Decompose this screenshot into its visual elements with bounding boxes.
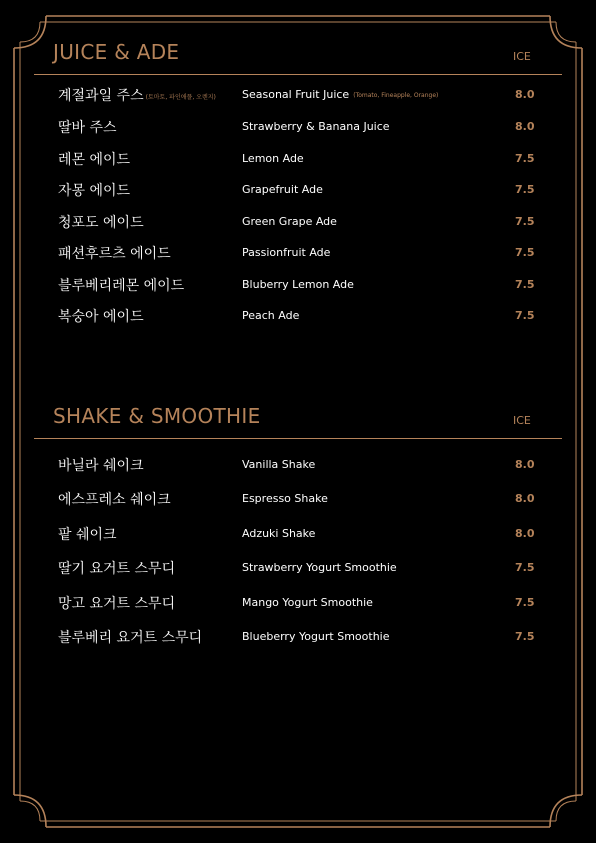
item-name-en: Blueberry Yogurt Smoothie	[242, 630, 390, 643]
menu-item	[0, 243, 596, 267]
item-price: 7.5	[515, 246, 535, 259]
item-name-kr: 블루베리레몬 에이드	[58, 278, 185, 294]
menu-item	[0, 558, 596, 582]
item-name-en: Adzuki Shake	[242, 527, 316, 540]
menu-item	[0, 85, 596, 109]
item-price: 7.5	[515, 596, 535, 609]
item-name-en: Mango Yogurt Smoothie	[242, 596, 373, 609]
section-title: SHAKE & SMOOTHIE	[53, 404, 261, 428]
item-name-en: Bluberry Lemon Ade	[242, 278, 354, 291]
item-note-en: (Tomato, Fineapple, Orange)	[353, 91, 439, 99]
item-name-kr: 복숭아 에이드	[58, 309, 144, 325]
item-price: 7.5	[515, 215, 535, 228]
item-price: 7.5	[515, 183, 535, 196]
item-name-en: Strawberry & Banana Juice	[242, 120, 390, 133]
column-label-ice: ICE	[513, 414, 531, 427]
menu-item	[0, 489, 596, 513]
item-name-en: Vanilla Shake	[242, 458, 316, 471]
item-name-kr: 팥 쉐이크	[58, 527, 117, 543]
item-price: 8.0	[515, 492, 535, 505]
item-name-kr: 블루베리 요거트 스무디	[58, 630, 203, 646]
item-name-kr: 패션후르츠 에이드	[58, 246, 171, 262]
item-name-en: Lemon Ade	[242, 152, 304, 165]
item-note-kr: (토마토, 파인애플, 오렌지)	[145, 93, 216, 101]
item-name-en: Passionfruit Ade	[242, 246, 331, 259]
item-price: 7.5	[515, 309, 535, 322]
menu-item	[0, 117, 596, 141]
item-price: 8.0	[515, 527, 535, 540]
item-price: 7.5	[515, 278, 535, 291]
item-name-kr: 딸기 요거트 스무디	[58, 561, 176, 577]
menu-item	[0, 455, 596, 479]
item-price: 8.0	[515, 120, 535, 133]
menu-item	[0, 627, 596, 651]
item-name-kr: 망고 요거트 스무디	[58, 596, 176, 612]
section-divider	[34, 438, 562, 439]
menu-item	[0, 149, 596, 173]
column-label-ice: ICE	[513, 50, 531, 63]
item-name-kr: 바닐라 쉐이크	[58, 458, 144, 474]
item-price: 8.0	[515, 88, 535, 101]
item-name-en: Grapefruit Ade	[242, 183, 323, 196]
menu-item	[0, 306, 596, 330]
item-name-kr: 레몬 에이드	[58, 152, 131, 168]
item-name-en: Strawberry Yogurt Smoothie	[242, 561, 397, 574]
item-name-kr: 에스프레소 쉐이크	[58, 492, 171, 508]
section-divider	[34, 74, 562, 75]
menu-item	[0, 524, 596, 548]
menu-item	[0, 593, 596, 617]
item-name-en: Seasonal Fruit Juice (Tomato, Fineapple, Orange)	[242, 88, 439, 101]
section-title: JUICE & ADE	[53, 40, 180, 64]
menu-item	[0, 180, 596, 204]
item-name-kr: 딸바 주스	[58, 120, 117, 136]
item-name-kr: 청포도 에이드	[58, 215, 144, 231]
item-name-kr: 계절과일 주스 (토마토, 파인애플, 오렌지)	[58, 88, 216, 104]
item-name-en: Peach Ade	[242, 309, 300, 322]
menu-item	[0, 212, 596, 236]
item-name-kr: 자몽 에이드	[58, 183, 131, 199]
item-price: 7.5	[515, 630, 535, 643]
item-price: 8.0	[515, 458, 535, 471]
item-name-en: Espresso Shake	[242, 492, 328, 505]
menu-item	[0, 275, 596, 299]
item-price: 7.5	[515, 152, 535, 165]
item-price: 7.5	[515, 561, 535, 574]
item-name-en: Green Grape Ade	[242, 215, 337, 228]
